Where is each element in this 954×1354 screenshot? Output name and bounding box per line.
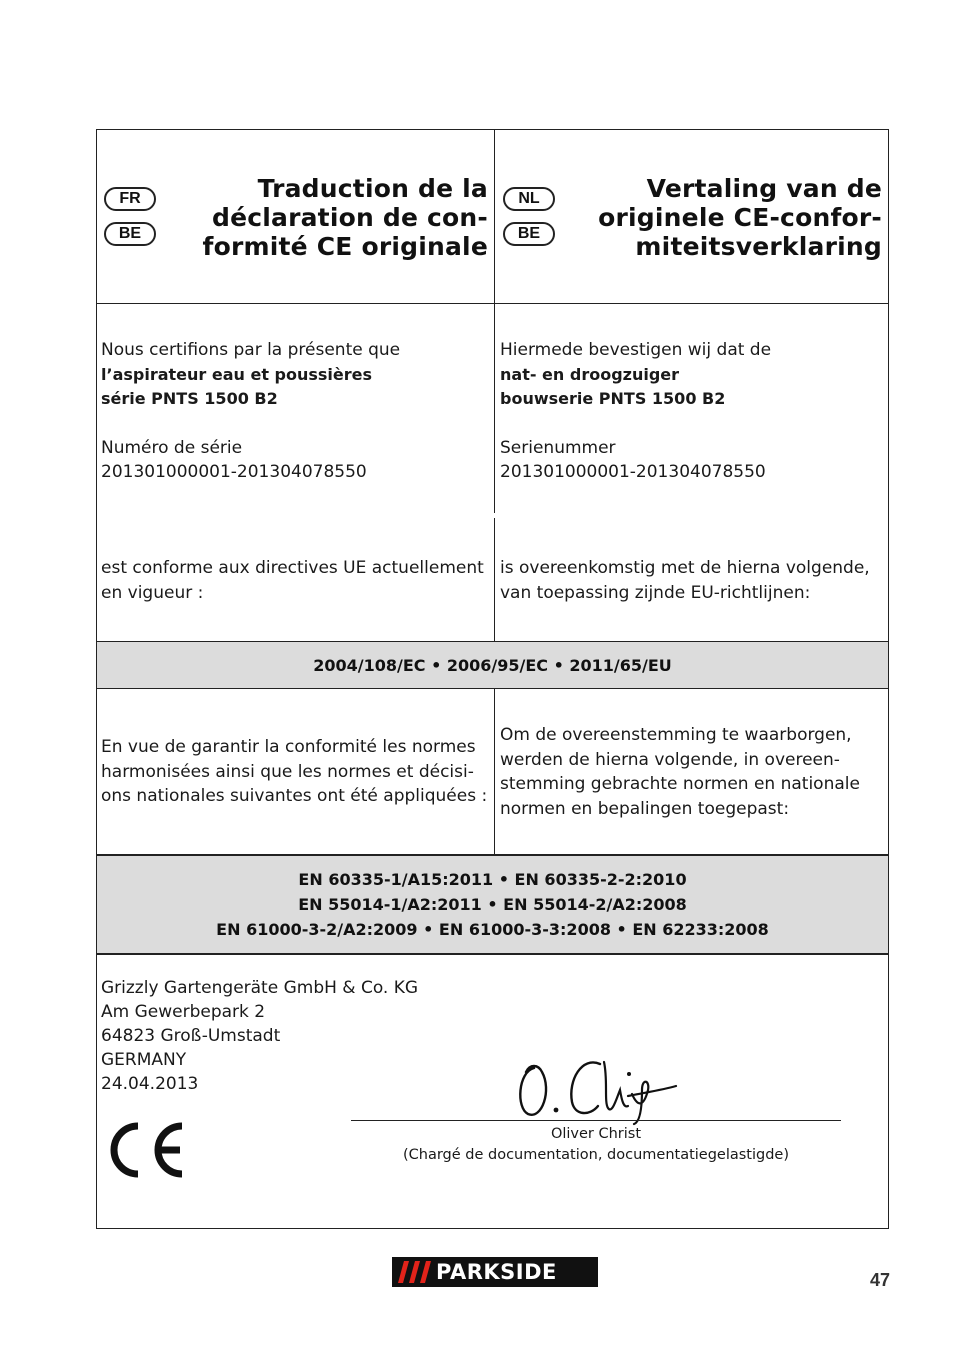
text-line: normen en bepalingen toegepast: [500,798,790,819]
text-line: werden de hierna volgende, in overeen- [500,749,840,770]
declaration-date: 24.04.2013 [101,1074,199,1094]
column-divider [494,518,495,642]
fr-title-line: Traduction de la [257,174,488,203]
fr-title-line: formité CE originale [202,232,488,261]
signatory-name: Oliver Christ [550,1126,642,1142]
brand-name: PARKSIDE [436,1260,557,1284]
text-line: en vigueur : [101,582,204,603]
standards-line: EN 55014-1/A2:2011 • EN 55014-2/A2:2008 [298,895,687,914]
fr-serial-label: Numéro de série [101,437,243,458]
column-divider [494,689,495,854]
text-line: ons nationales suivantes ont été appliquées : [101,786,488,806]
signature-icon [512,1050,682,1126]
nl-serial-range: 201301000001-201304078550 [500,462,766,482]
address-line: Grizzly Gartengeräte GmbH & Co. KG [101,978,419,998]
fr-serial-range: 201301000001-201304078550 [101,462,367,482]
text-line: stemming gebrachte normen en nationale [500,774,860,794]
fr-title [160,174,488,261]
ce-mark-icon [102,1120,186,1180]
text-line: est conforme aux directives UE actuellement [101,558,484,578]
nl-product-block [500,338,885,485]
column-divider [494,130,495,513]
nl-serial-label: Serienummer [500,437,616,458]
lang-badge-nl: NL [503,187,555,211]
fr-product-series: série PNTS 1500 B2 [101,389,278,408]
address-line: 64823 Groß-Umstadt [101,1026,281,1046]
fr-product-name: l’aspirateur eau et poussières [101,364,373,384]
manufacturer-address [101,976,501,1096]
text-line: harmonisées ainsi que les normes et décisi- [101,761,474,782]
text-line: Om de overeenstemming te waarborgen, [500,725,852,745]
parkside-stripes-icon [398,1261,436,1283]
lang-badge-be: BE [104,222,156,246]
nl-product-series: bouwserie PNTS 1500 B2 [500,389,726,408]
divider [96,688,889,689]
nl-standards-intro [500,723,886,821]
nl-title-line: Vertaling van de [646,174,882,203]
parkside-logo [392,1257,598,1287]
fr-directives-intro [101,556,491,605]
divider [96,303,889,304]
standards-list [97,867,888,942]
fr-certify-intro: Nous certifions par la présente que [101,340,401,360]
text-line: En vue de garantir la conformité les normes [101,737,476,757]
lang-badge-be: BE [503,222,555,246]
nl-title [558,174,882,261]
lang-badge-fr: FR [104,187,156,211]
fr-title-line: déclaration de con- [211,203,488,232]
nl-product-name: nat- en droogzuiger [500,364,680,384]
fr-product-block [101,338,491,485]
nl-title-line: originele CE-confor- [598,203,882,232]
fr-standards-intro [101,735,491,809]
standards-line: EN 61000-3-2/A2:2009 • EN 61000-3-3:2008 • EN 62233:2008 [216,920,769,939]
divider [96,854,889,856]
signatory-role: (Chargé de documentation, documentatiegelastigde) [402,1147,790,1163]
text-line: van toepassing zijnde EU-richtlijnen: [500,582,811,603]
nl-certify-intro: Hiermede bevestigen wij dat de [500,340,772,360]
directives-list: 2004/108/EC • 2006/95/EC • 2011/65/EU [313,656,672,675]
divider [96,953,889,955]
address-line: GERMANY [101,1050,187,1070]
page-number: 47 [869,1270,890,1290]
signature-line [351,1120,841,1121]
standards-line: EN 60335-1/A15:2011 • EN 60335-2-2:2010 [298,870,687,889]
text-line: is overeenkomstig met de hierna volgende, [500,558,870,578]
nl-title-line: miteitsverklaring [635,232,882,261]
divider [96,641,889,642]
address-line: Am Gewerbepark 2 [101,1002,266,1022]
nl-directives-intro [500,556,886,605]
